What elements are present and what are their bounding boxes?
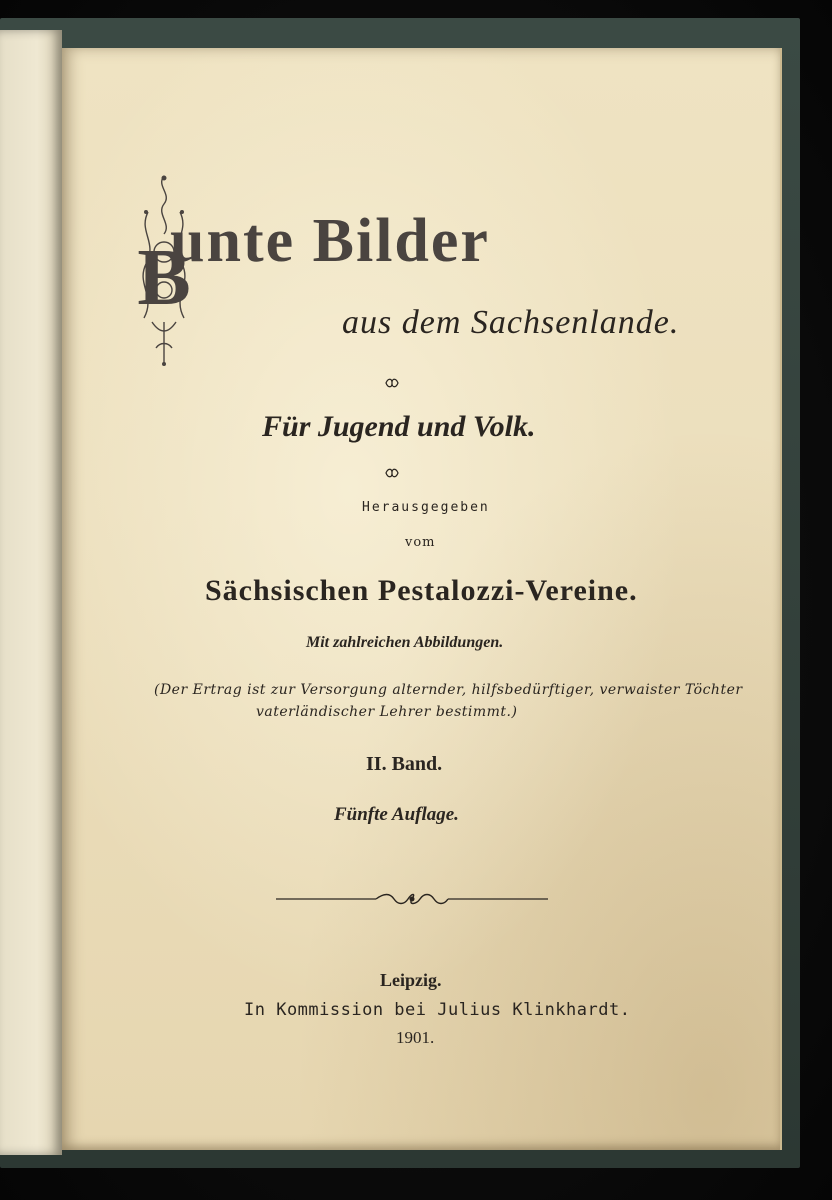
book-subtitle: aus dem Sachsenlande.: [342, 304, 680, 341]
fleuron-icon-2: [384, 466, 400, 480]
edition-label: Fünfte Auflage.: [334, 804, 459, 825]
publisher-line: In Kommission bei Julius Klinkhardt.: [244, 1000, 631, 1020]
title-page: [62, 48, 782, 1150]
audience-line: Für Jugend und Volk.: [262, 410, 536, 443]
society-name: Sächsischen Pestalozzi-Vereine.: [205, 574, 638, 607]
title-initial-letter: B: [137, 234, 191, 322]
illustrations-note: Mit zahlreichen Abbildungen.: [306, 634, 504, 651]
editor-label: Herausgegeben: [362, 500, 490, 515]
book-title: unte Bilder: [170, 207, 490, 275]
fleuron-icon: [384, 376, 400, 390]
editor-preposition: vom: [405, 535, 436, 550]
ornamental-rule-icon: [276, 890, 548, 908]
volume-number: II. Band.: [366, 753, 443, 775]
proceeds-note-line-1: (Der Ertrag ist zur Versorgung alternder, hilfsbedürftiger, verwaister Töchter: [154, 682, 743, 698]
publication-place: Leipzig.: [380, 970, 442, 990]
left-page-edge: [0, 30, 62, 1155]
publication-year: 1901.: [396, 1028, 435, 1047]
proceeds-note-line-2: vaterländischer Lehrer bestimmt.): [256, 704, 518, 720]
